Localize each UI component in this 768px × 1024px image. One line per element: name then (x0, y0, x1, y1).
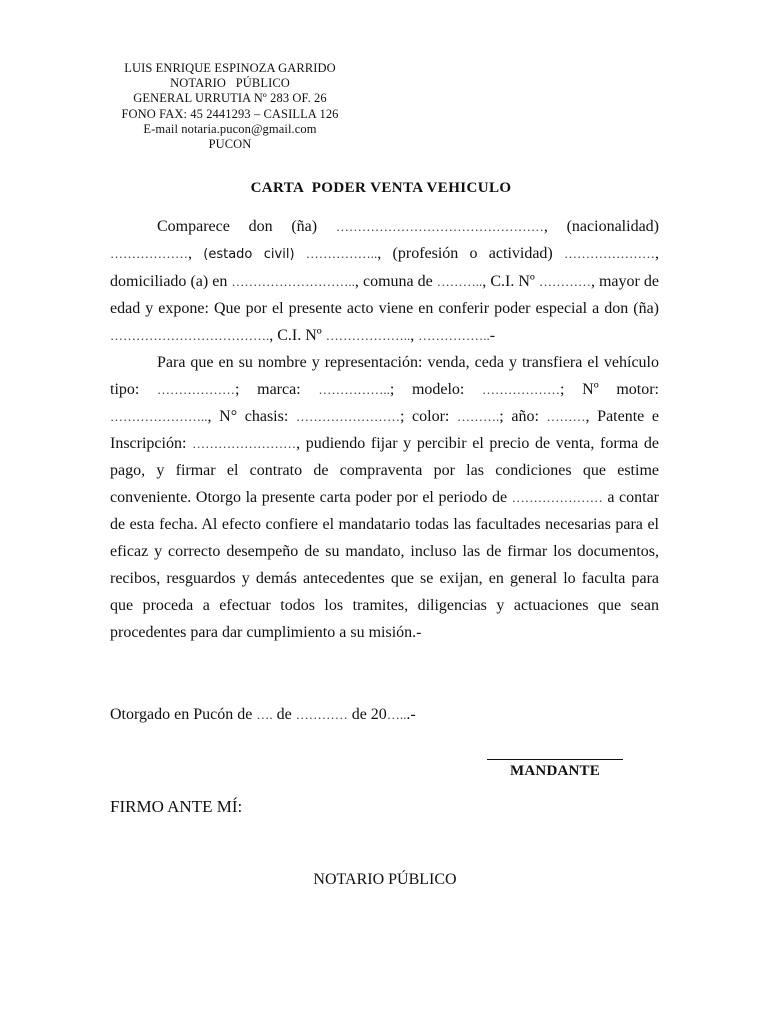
text-segment: Otorgado en Pucón de (110, 706, 257, 723)
blank-field-profession: ………………… (564, 246, 656, 261)
text-segment: Comparece don (ña) (157, 218, 336, 235)
blank-field-plate: …………………… (192, 436, 297, 451)
text-segment: , comuna de (354, 273, 437, 290)
blank-field-chassis: …………………… (295, 409, 400, 424)
blank-field-vehicle-type: ……………… (157, 382, 236, 397)
blank-field-year-suffix: ….. (386, 707, 407, 722)
blank-field-attorney-extra: …………….. (418, 328, 490, 343)
text-segment: - (489, 327, 496, 344)
blank-field-year: ……… (546, 409, 586, 424)
blank-field-ci: ………… (538, 274, 591, 289)
text-segment: ; modelo: (389, 381, 483, 398)
text-segment: ; Nº motor: (560, 381, 660, 398)
blank-field-civil-status: …………….. (305, 246, 378, 261)
text-segment: a contar de esta fecha. Al efecto confiere el mandatario todas las facultades necesarias para el eficaz y correcto desempeño de su mandato, incluso las de firmar los documentos, recibos, resguardos y demás antecedentes que se exijan, en general lo faculta para que proceda a efectuar todos los tramites, diligencias y actuaciones que sean procedentes para dar cumplimiento a su misión.- (110, 489, 660, 641)
text-segment: , C.I. Nº (269, 327, 326, 344)
blank-field-attorney-name: ………………………………. (110, 328, 270, 343)
blank-field-period: ………………… (511, 490, 603, 505)
text-segment: , pudiendo fijar y percibir el precio de venta, forma de pago, y firmar el contrato de compraventa por las condiciones que estime conveniente. Otorgo la presente carta poder por el periodo de (110, 435, 659, 506)
notary-letterhead (100, 61, 360, 152)
blank-field-address: ……………………….. (231, 274, 355, 289)
blank-field-brand: …………….. (318, 382, 390, 397)
text-segment: , Patente e Inscripción: (110, 408, 660, 452)
text-segment: , (188, 245, 204, 262)
granted-in-line (110, 706, 416, 724)
blank-field-color: ………. (457, 409, 500, 424)
text-segment: , N° chasis: (207, 408, 296, 425)
blank-field-name: ………………………………………… (335, 219, 544, 234)
document-title: CARTA PODER VENTA VEHICULO (250, 180, 512, 196)
blank-field-day: …. (256, 707, 273, 722)
paragraph-comparece (110, 213, 659, 349)
text-segment: , domiciliado (a) en (110, 245, 660, 290)
signed-before-me-label: FIRMO ANTE MÍ: (110, 797, 243, 816)
blank-field-comuna: ……….. (436, 274, 483, 289)
text-segment: de (272, 706, 296, 723)
notary-public-label: NOTARIO PÚBLICO (313, 871, 457, 888)
text-segment: , (nacionalidad) (543, 218, 660, 235)
blank-field-model: ……………… (482, 382, 561, 397)
blank-field-nationality: ……………… (110, 246, 188, 261)
text-segment: ; marca: (235, 381, 319, 398)
notary-address: GENERAL URRUTIA Nº 283 OF. 26 (133, 91, 327, 106)
text-segment: Para que en su nombre y representación: venda, ceda y transfiera el vehículo tipo: (110, 354, 659, 398)
notary-phone: FONO FAX: 45 2441293 – CASILLA 126 (121, 106, 339, 121)
text-segment: .- (406, 706, 416, 723)
notary-name: LUIS ENRIQUE ESPINOZA GARRIDO (124, 61, 336, 75)
blank-field-motor: ………………….. (110, 409, 208, 424)
text-segment: , (profesión o actividad) (377, 245, 565, 262)
text-segment: , C.I. Nº (482, 273, 539, 290)
text-segment: , mayor de edad y expone: Que por el presente acto viene en conferir poder especial a don (ña) (110, 273, 659, 317)
document-body (110, 213, 659, 646)
notary-city: PUCON (208, 137, 252, 152)
notary-role: NOTARIO PÚBLICO (170, 76, 290, 91)
text-segment: ; año: (499, 408, 547, 425)
paragraph-mandate (110, 349, 659, 646)
notary-email: E-mail notaria.pucon@gmail.com (143, 121, 317, 136)
text-segment: de 20 (347, 706, 387, 723)
text-segment: ; color: (399, 408, 457, 425)
blank-field-month: ………… (295, 707, 348, 722)
mandante-label: MANDANTE (510, 763, 600, 779)
text-segment: , (410, 327, 419, 344)
signature-line (487, 759, 623, 760)
text-segment-civil-status: (estado civil) (203, 247, 295, 262)
blank-field-attorney-ci: ……………….. (325, 328, 411, 343)
